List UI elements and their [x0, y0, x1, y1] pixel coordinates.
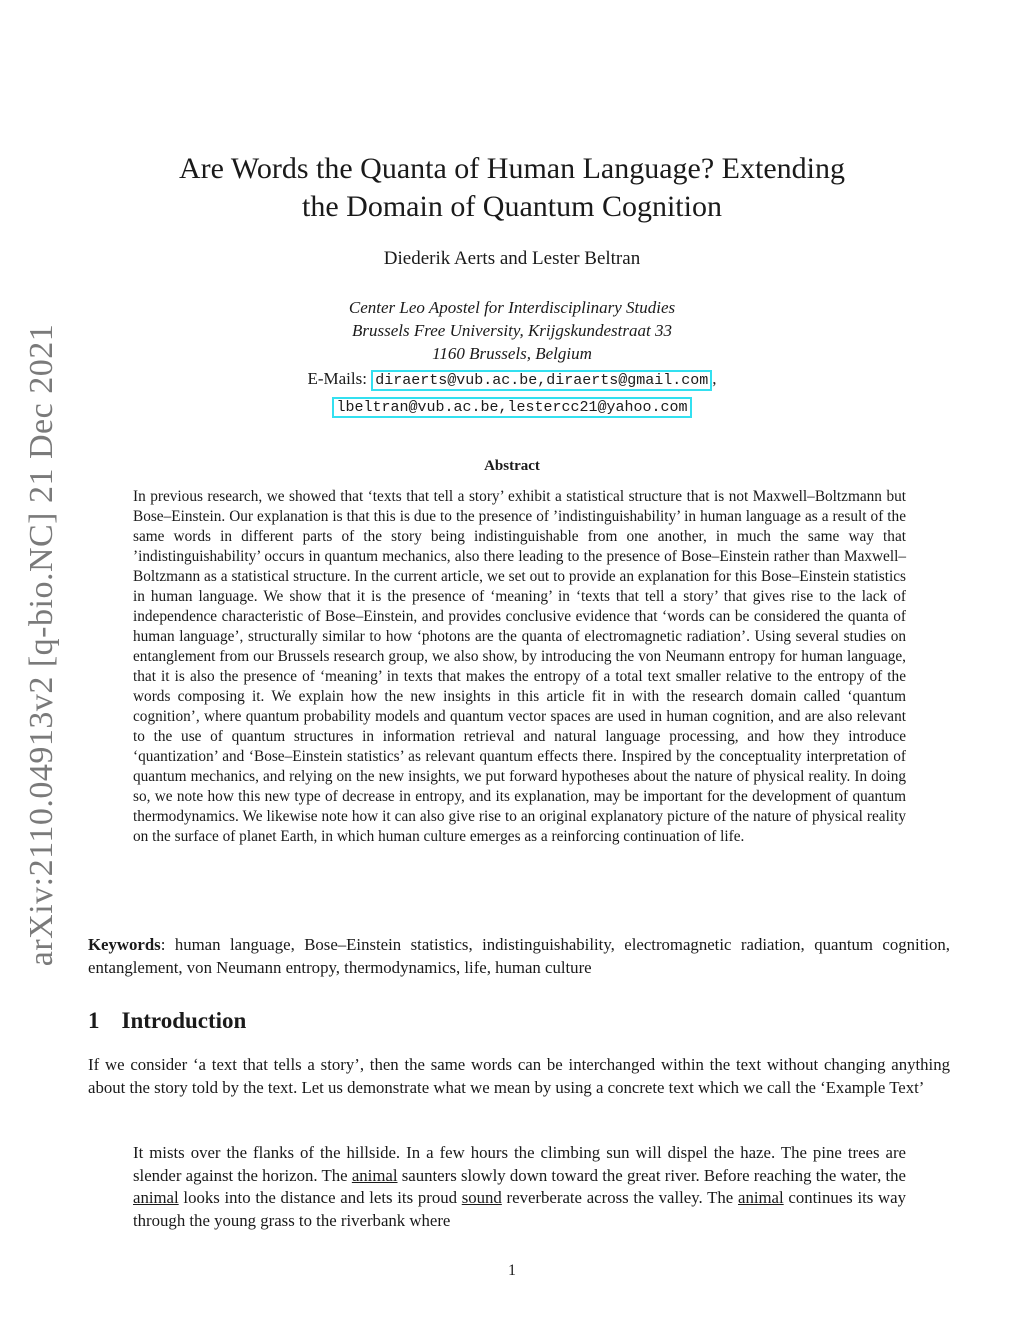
paper-title-line-1: Are Words the Quanta of Human Language? Extending	[179, 152, 845, 185]
emails-label: E-Mails:	[307, 369, 367, 388]
section-heading	[88, 1008, 246, 1034]
affiliation	[0, 296, 1024, 365]
abstract-heading: Abstract	[484, 458, 540, 474]
page-number: 1	[508, 1262, 516, 1279]
paper-title-line-2: the Domain of Quantum Cognition	[302, 190, 722, 223]
underlined-word: animal	[351, 1165, 398, 1185]
underlined-word: sound	[461, 1188, 502, 1207]
intro-paragraph: If we consider ‘a text that tells a story’, then the same words can be interchanged within the text without changing anything about the story told by the text. Let us demonstrate what we mean by using a concrete text which we call the ‘Example Text’	[88, 1055, 950, 1097]
keywords-label: Keywords	[88, 935, 161, 954]
example-text-part: continues its way through the young grass to the riverbank where	[133, 1188, 906, 1230]
example-text-quote	[133, 1142, 906, 1232]
abstract-text: In previous research, we showed that ‘texts that tell a story’ exhibit a statistical structure that is not Maxwell–Boltzmann but Bose–Einstein. Our explanation is that this is due to the presence of ’indistinguishability’ in human language as a result of the same words in different parts of the story being indistinguishable from one another, in much the same way that ’indistinguishability’ occurs in quantum mechanics, also there leading to the presence of Bose–Einstein rather than Maxwell–Boltzmann as a statistical structure. In the current article, we set out to provide an explanation for this Bose–Einstein statistics in human language. We show that it is the presence of ‘meaning’ in ‘texts that tell a story’ that gives rise to the lack of independence characteristic of Bose–Einstein, and provides conclusive evidence that ‘words can be considered the quanta of human language’, structurally similar to how ‘photons are the quanta of electromagnetic radiation’. Using several studies on entanglement from our Brussels research group, we also show, by introducing the von Neumann entropy for human language, that it is also the presence of ‘meaning’ in texts that makes the entropy of a total text smaller relative to the entropy of the words composing it. We explain how the new insights in this article fit in with the research domain called ‘quantum cognition’, where quantum probability models and quantum vector spaces are used in human cognition, and are also relevant to the use of quantum structures in information retrieval and natural language processing, and how they introduce ‘quantization’ and ‘Bose–Einstein statistics’ as relevant quantum effects there. Inspired by the conceptuality interpretation of quantum mechanics, and relying on the new insights, we put forward hypotheses about the nature of physical reality. In doing so, we note how this new type of decrease in entropy, and its explanation, may be important for the development of quantum thermodynamics. We likewise note how it can also give rise to an original explanatory picture of the nature of physical reality on the surface of planet Earth, in which human culture emerges as a reinforcing continuation of life.	[133, 488, 906, 845]
affiliation-line-3: 1160 Brussels, Belgium	[432, 344, 592, 363]
section-number: 1	[88, 1008, 100, 1033]
underlined-word: animal	[133, 1188, 179, 1207]
keywords	[88, 933, 950, 979]
arxiv-identifier-stamp: arXiv:2110.04913v2 [q-bio.NC] 21 Dec 2021	[23, 323, 60, 967]
paper-title	[0, 150, 1024, 226]
email-link-2[interactable]: lbeltran@vub.ac.be,lestercc21@yahoo.com	[332, 397, 691, 418]
example-text-part: It mists over the flanks of the hillside. In a few hours the climbing sun will dispel the haze. The pine trees are slender against the horizon. The	[133, 1143, 906, 1185]
authors: Diederik Aerts and Lester Beltran	[383, 248, 641, 269]
example-text-part: reverberate across the valley. The	[501, 1188, 738, 1207]
section-title: Introduction	[121, 1008, 247, 1033]
affiliation-line-2: Brussels Free University, Krijgskundestraat 33	[352, 321, 672, 340]
emails: E-Mails: diraerts@vub.ac.be,diraerts@gmail.com , lbeltran@vub.ac.be,lestercc21@yahoo.com	[307, 369, 717, 416]
example-text-part: looks into the distance and lets its proud	[178, 1188, 462, 1207]
underlined-word: animal	[738, 1188, 784, 1207]
example-text-part: saunters slowly down toward the great river. Before reaching the water, the	[397, 1165, 906, 1185]
keywords-text: : human language, Bose–Einstein statistics, indistinguishability, electromagnetic radiation, quantum cognition, entanglement, von Neumann entropy, thermodynamics, life, human culture	[88, 935, 950, 977]
email-link-1[interactable]: diraerts@vub.ac.be,diraerts@gmail.com	[371, 370, 712, 391]
affiliation-line-1: Center Leo Apostel for Interdisciplinary Studies	[348, 298, 676, 317]
